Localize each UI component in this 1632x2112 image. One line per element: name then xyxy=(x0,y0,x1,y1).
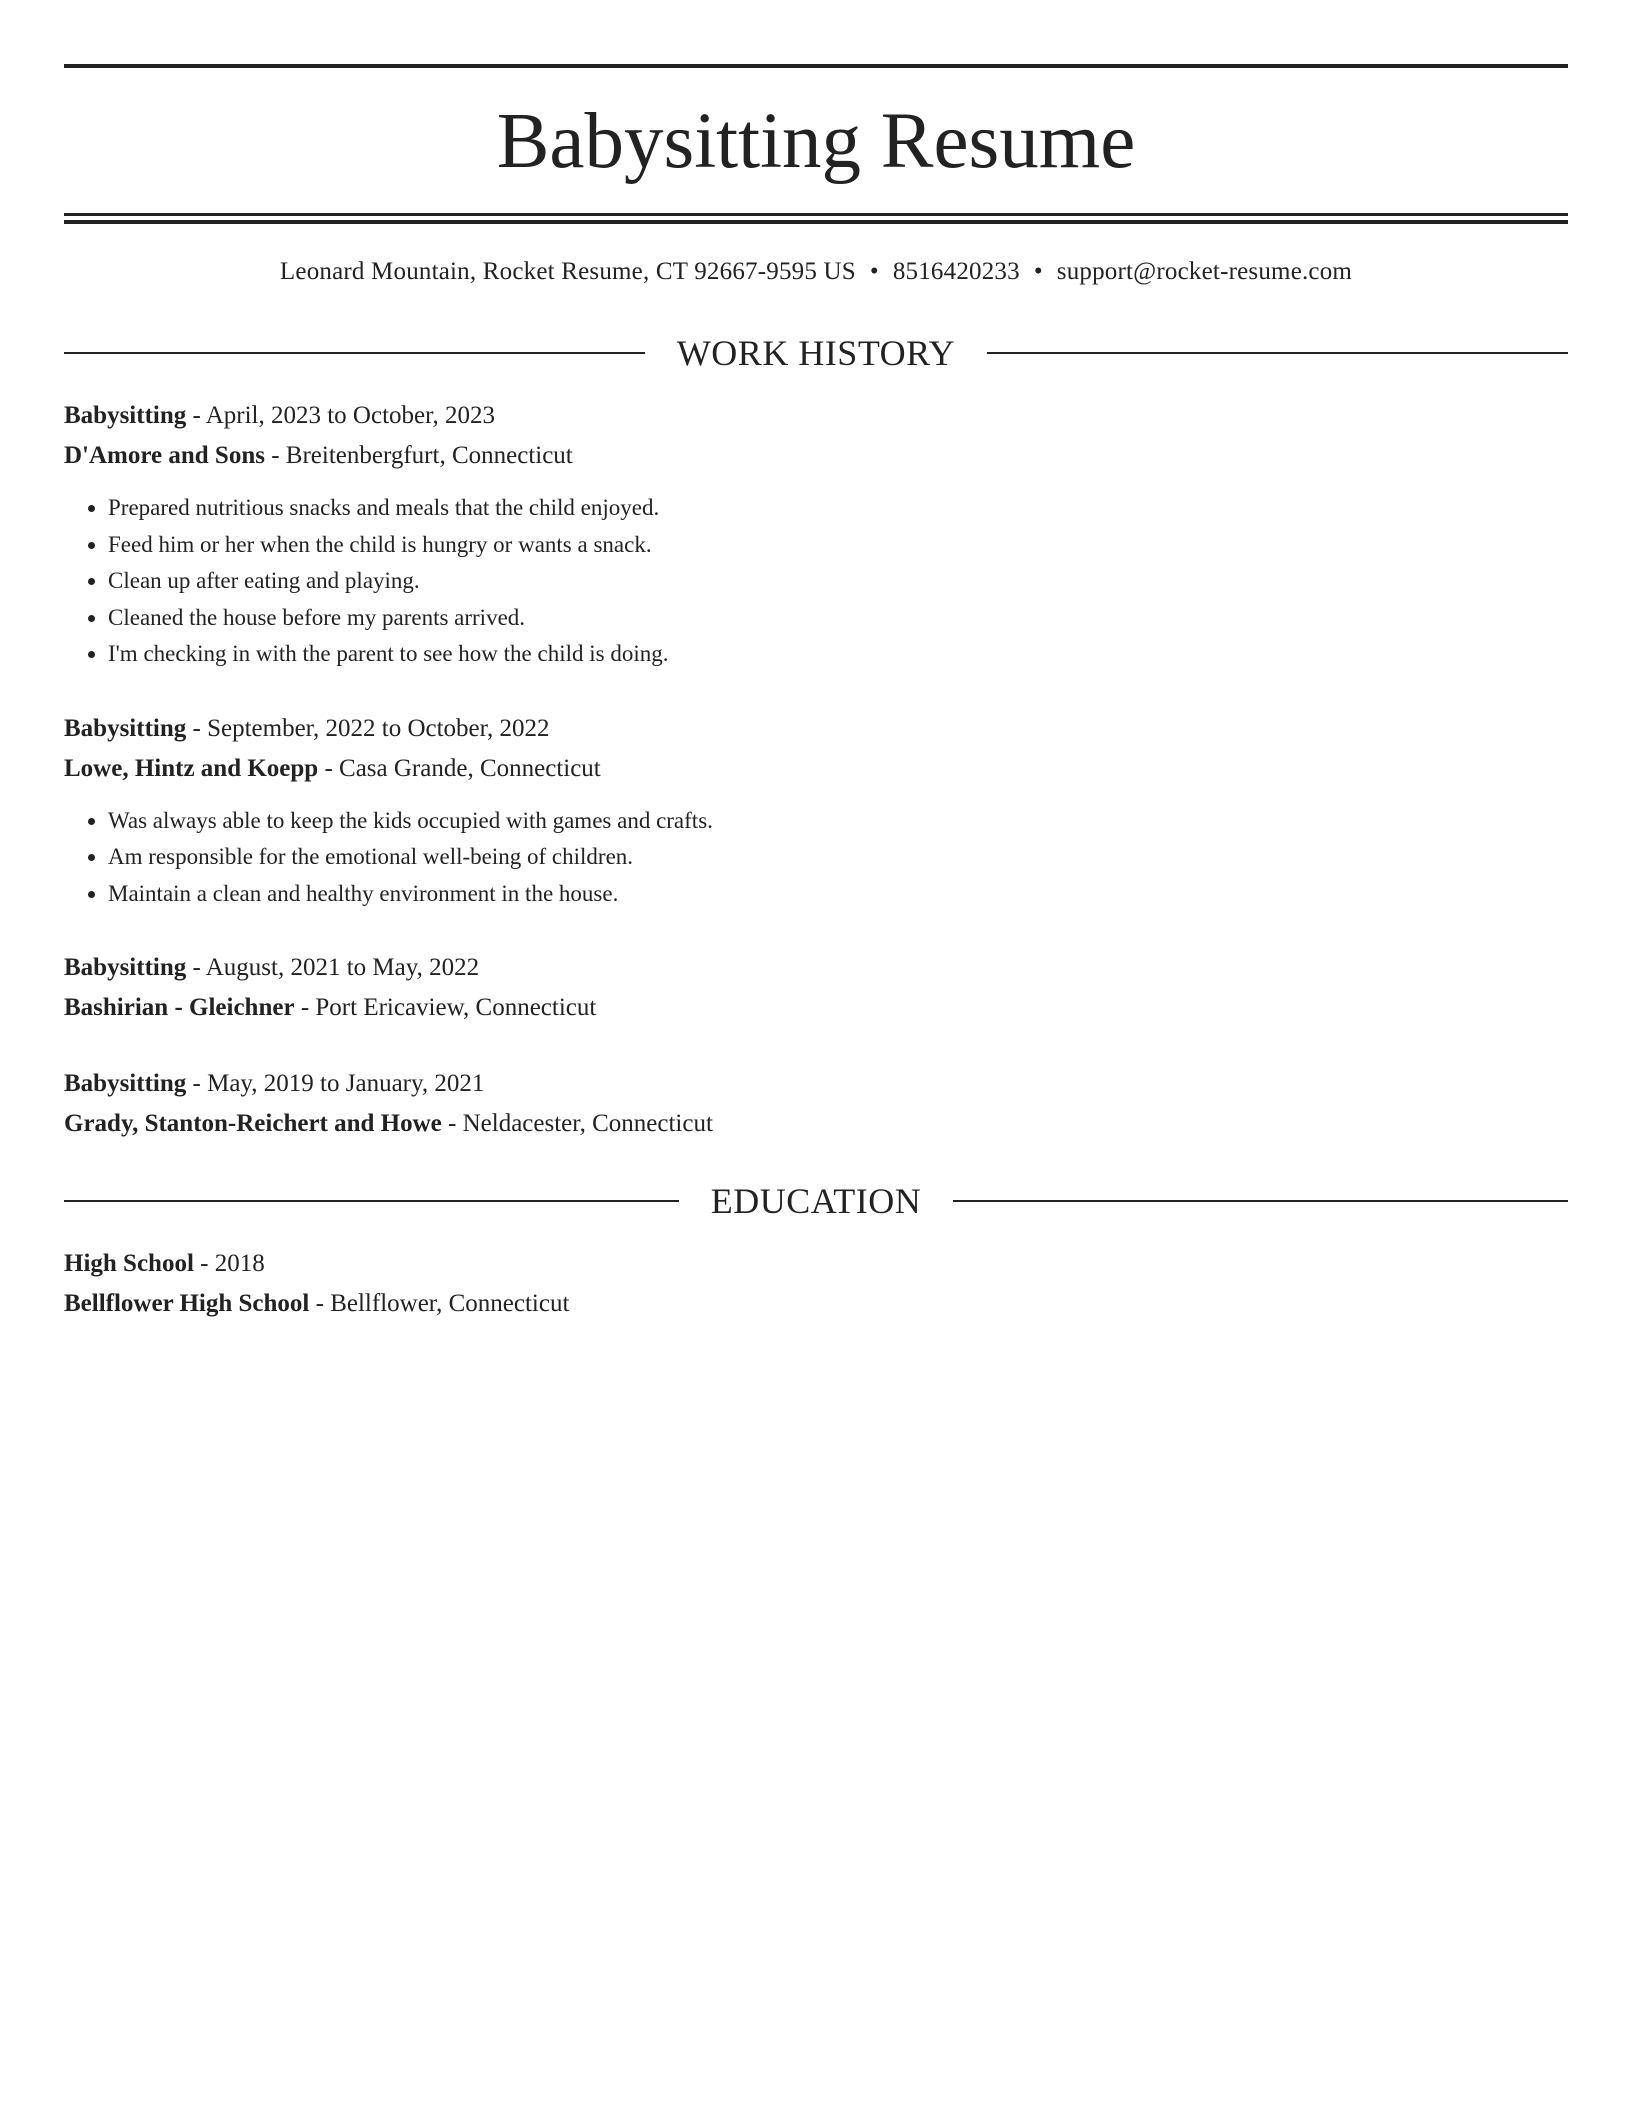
work-history-heading xyxy=(64,332,1568,374)
job-employer-line: D'Amore and Sons - Breitenbergfurt, Connecticut xyxy=(64,442,573,469)
education-degree-line: High School - 2018 xyxy=(64,1250,265,1277)
job-title-line: Babysitting - April, 2023 to October, 2023 xyxy=(64,402,495,429)
education-list xyxy=(64,1244,1568,1324)
job-dates: May, 2019 to January, 2021 xyxy=(207,1070,485,1097)
contact-separator: • xyxy=(869,258,879,285)
job-entry xyxy=(64,1064,1568,1144)
job-duty: • Clean up after eating and playing. xyxy=(108,563,1568,600)
job-duty: • I'm checking in with the parent to see how the child is doing. xyxy=(108,636,1568,673)
work-history-list xyxy=(64,396,1568,1144)
education-location: Bellflower, Connecticut xyxy=(330,1290,570,1317)
job-location: Neldacester, Connecticut xyxy=(462,1110,713,1137)
education-entry xyxy=(64,1244,1568,1324)
job-location: Casa Grande, Connecticut xyxy=(339,754,601,782)
section-rule xyxy=(64,352,645,354)
job-location: Breitenbergfurt, Connecticut xyxy=(285,442,573,469)
job-entry xyxy=(64,948,1568,1028)
job-title-line: Babysitting - August, 2021 to May, 2022 xyxy=(64,954,480,981)
job-title: Babysitting xyxy=(64,954,187,981)
job-duty: • Am responsible for the emotional well-being of children. xyxy=(108,839,1568,876)
resume-title: Babysitting Resume xyxy=(496,98,1136,185)
job-duty: • Prepared nutritious snacks and meals that the child enjoyed. xyxy=(108,490,1568,527)
job-duty: • Maintain a clean and healthy environment in the house. xyxy=(108,876,1568,913)
job-title-line: Babysitting - May, 2019 to January, 2021 xyxy=(64,1070,485,1097)
education-title: EDUCATION xyxy=(710,1181,922,1221)
job-title: Babysitting xyxy=(64,714,187,742)
job-duties-list xyxy=(64,803,1568,913)
job-duties-list xyxy=(64,490,1568,673)
contact-separator: • xyxy=(1033,258,1043,285)
job-employer-line: Lowe, Hintz and Koepp - Casa Grande, Connecticut xyxy=(64,754,601,782)
job-duty: • Cleaned the house before my parents arrived. xyxy=(108,600,1568,637)
job-dates: September, 2022 to October, 2022 xyxy=(207,714,550,742)
education-year: 2018 xyxy=(214,1250,265,1277)
job-entry xyxy=(64,396,1568,673)
contact-email: support@rocket-resume.com xyxy=(1056,258,1353,285)
section-rule xyxy=(987,352,1568,354)
section-rule xyxy=(64,1200,679,1202)
job-dates: August, 2021 to May, 2022 xyxy=(205,954,480,981)
contact-address: Leonard Mountain, Rocket Resume, CT 92667-9595 US xyxy=(279,258,856,285)
job-title-line: Babysitting - September, 2022 to October, 2022 xyxy=(64,714,550,742)
job-employer: D'Amore and Sons xyxy=(64,442,265,469)
education-school: Bellflower High School xyxy=(64,1290,310,1317)
job-dates: April, 2023 to October, 2023 xyxy=(205,402,495,429)
job-employer: Bashirian - Gleichner xyxy=(64,994,295,1021)
job-entry xyxy=(64,709,1568,913)
job-location: Port Ericaview, Connecticut xyxy=(315,994,597,1021)
job-duty: • Was always able to keep the kids occupied with games and crafts. xyxy=(108,803,1568,840)
contact-line xyxy=(64,258,1568,286)
job-title: Babysitting xyxy=(64,402,187,429)
work-history-title: WORK HISTORY xyxy=(676,333,956,373)
job-duty: • Feed him or her when the child is hungry or wants a snack. xyxy=(108,527,1568,564)
education-school-line: Bellflower High School - Bellflower, Connecticut xyxy=(64,1290,570,1317)
contact-phone: 8516420233 xyxy=(892,258,1020,285)
resume-page xyxy=(64,64,1568,1360)
education-heading xyxy=(64,1180,1568,1222)
section-rule xyxy=(953,1200,1568,1202)
job-employer: Grady, Stanton-Reichert and Howe xyxy=(64,1110,442,1137)
title-double-rule xyxy=(64,213,1568,224)
job-employer: Lowe, Hintz and Koepp xyxy=(64,754,319,782)
job-employer-line: Grady, Stanton-Reichert and Howe - Neldacester, Connecticut xyxy=(64,1110,713,1137)
job-employer-line: Bashirian - Gleichner - Port Ericaview, Connecticut xyxy=(64,994,597,1021)
education-degree: High School xyxy=(64,1250,194,1277)
job-title: Babysitting xyxy=(64,1070,187,1097)
top-rule xyxy=(64,64,1568,68)
